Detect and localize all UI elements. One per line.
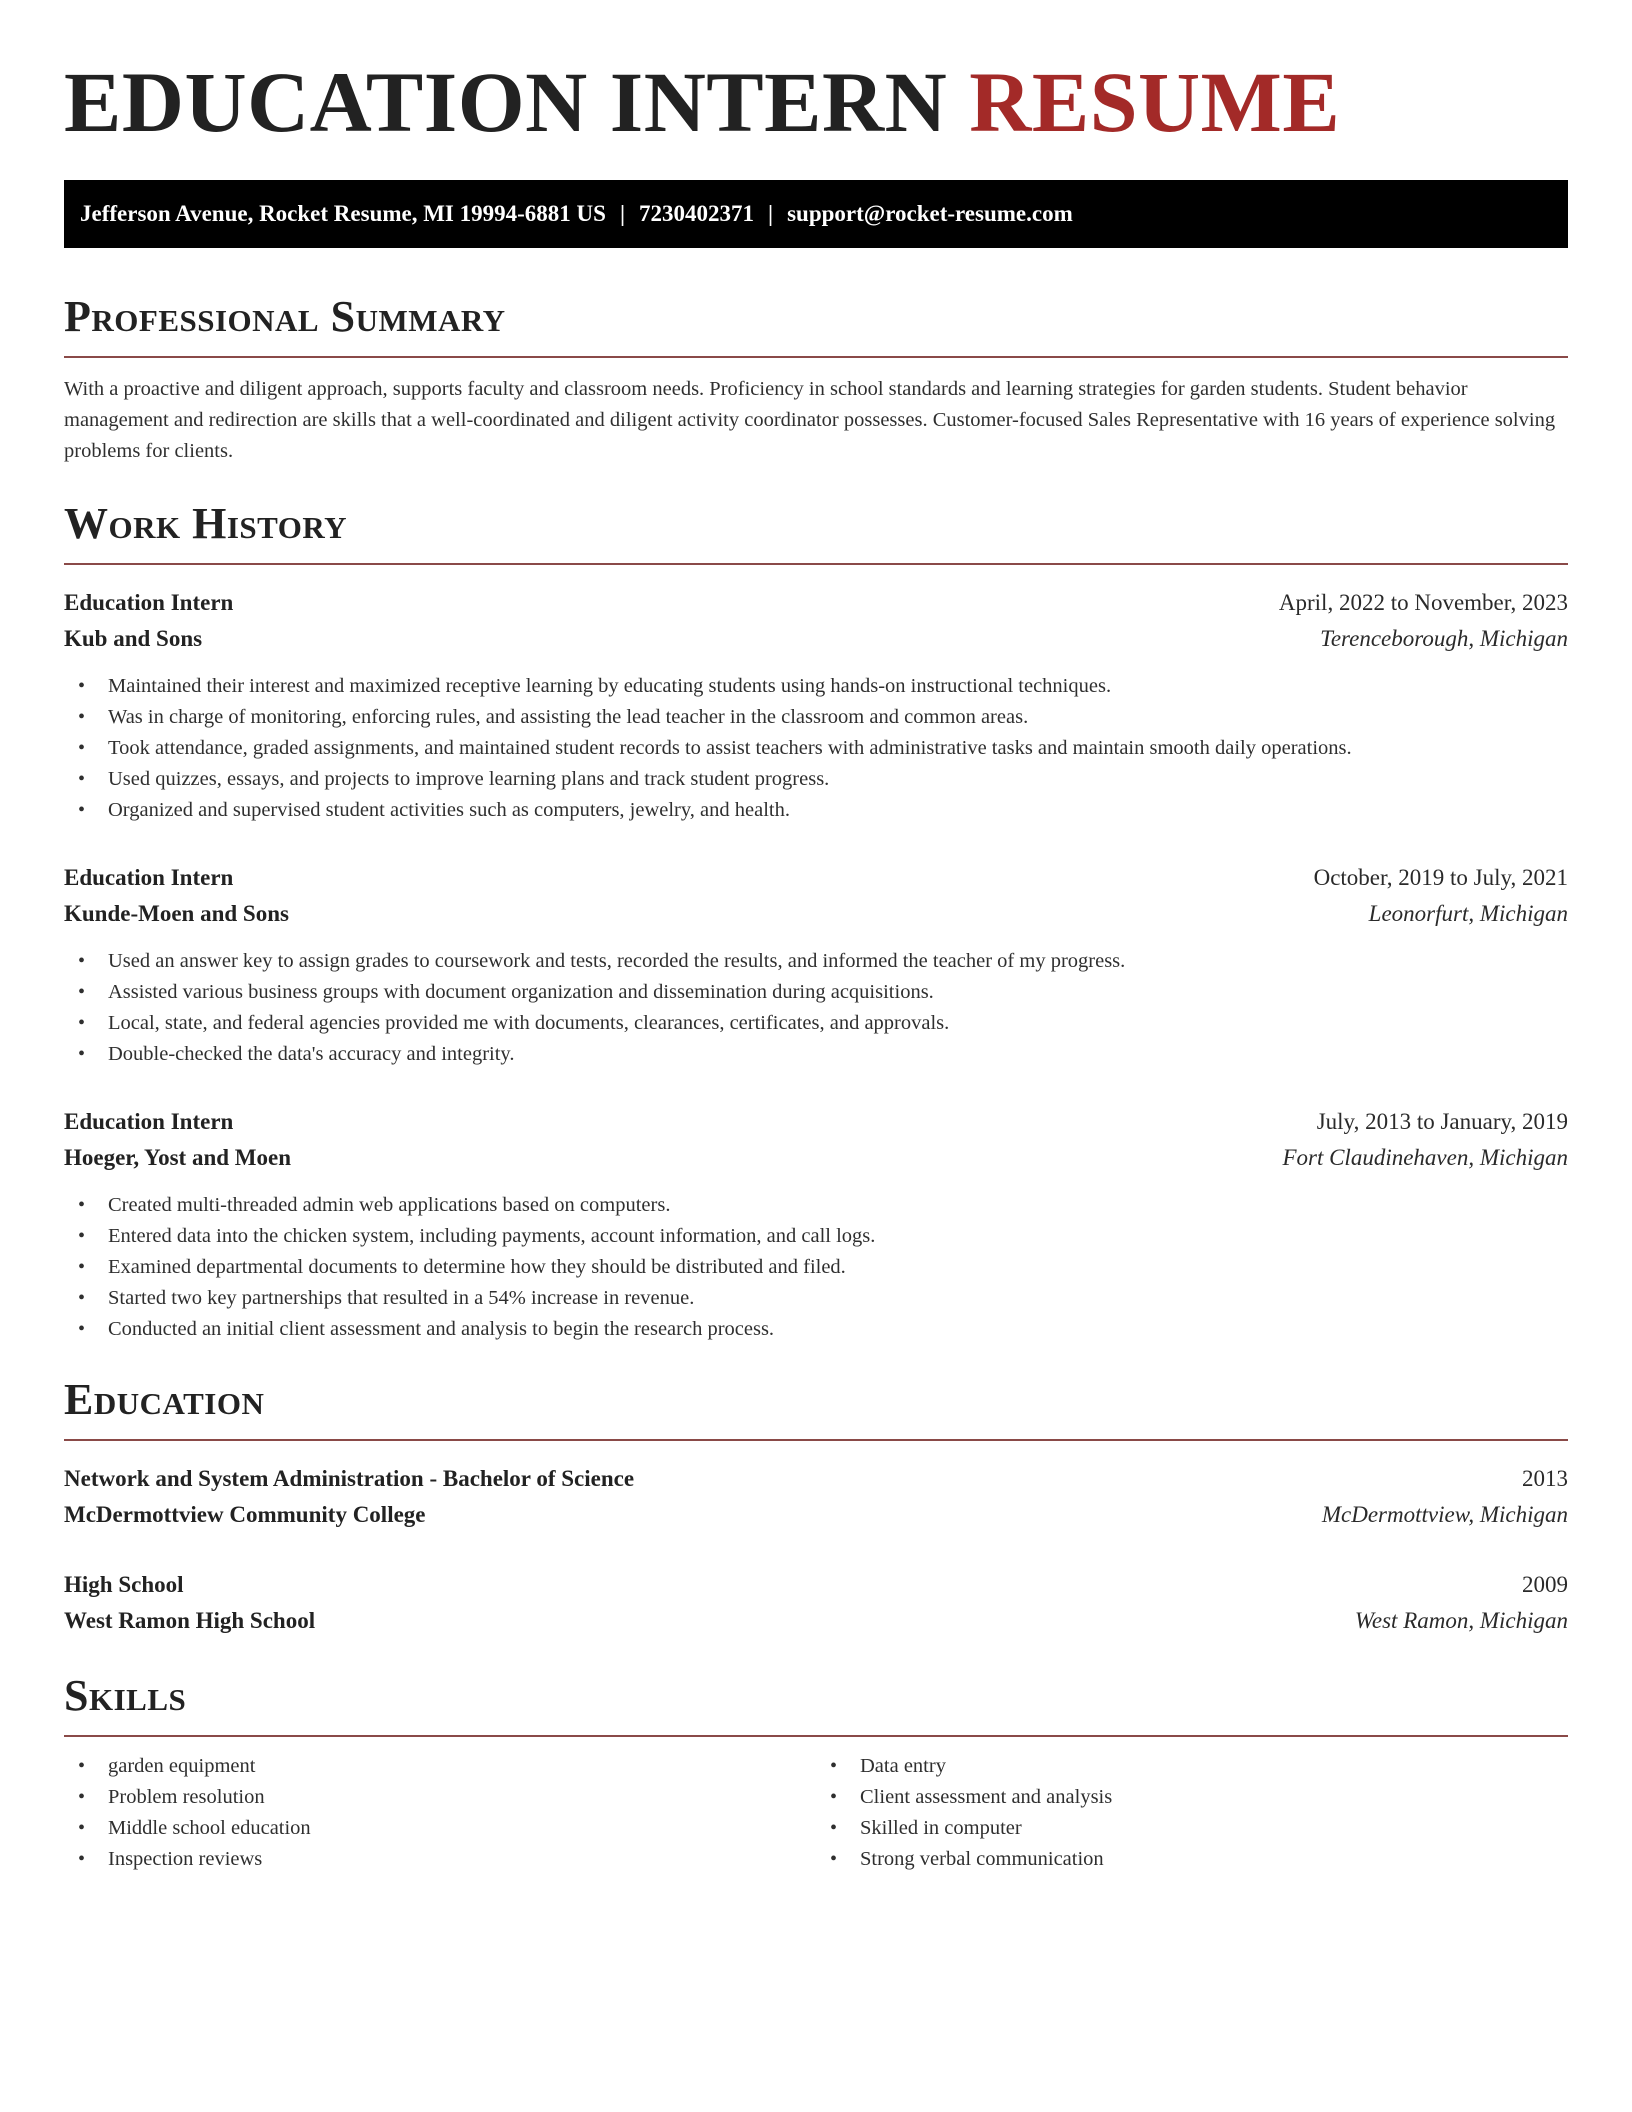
list-item <box>78 702 1568 733</box>
entry-row <box>64 1603 1568 1639</box>
education-school: West Ramon High School <box>64 1608 316 1633</box>
job-dates: July, 2013 to January, 2019 <box>1316 1109 1568 1134</box>
skills-list-left <box>64 1751 816 1875</box>
list-item-text: Was in charge of monitoring, enforcing rules, and assisting the lead teacher in the classroom and common areas. <box>108 706 1029 728</box>
list-item-text: Entered data into the chicken system, including payments, account information, and call logs. <box>108 1225 876 1247</box>
job-location: Leonorfurt, Michigan <box>1368 901 1568 926</box>
job-location: Fort Claudinehaven, Michigan <box>1282 1145 1568 1170</box>
job-entry <box>64 1104 1568 1345</box>
job-bullet-list <box>64 946 1568 1070</box>
job-dates: October, 2019 to July, 2021 <box>1313 865 1568 890</box>
bullet-icon: • <box>830 1786 838 1808</box>
list-item <box>78 1008 1568 1039</box>
list-item-text: Assisted various business groups with document organization and dissemination during acquisitions. <box>108 981 934 1003</box>
job-company: Kunde-Moen and Sons <box>64 901 289 926</box>
list-item <box>78 946 1568 977</box>
title-accent: RESUME <box>969 54 1341 150</box>
entry-row <box>64 585 1568 621</box>
entry-row <box>64 1461 1568 1497</box>
list-item-text: Examined departmental documents to determine how they should be distributed and filed. <box>108 1256 846 1278</box>
bullet-icon: • <box>78 1817 86 1839</box>
list-item <box>78 1782 816 1813</box>
list-item <box>78 1751 816 1782</box>
list-item-text: Conducted an initial client assessment and analysis to begin the research process. <box>108 1318 775 1340</box>
bullet-icon: • <box>78 950 86 972</box>
entry-row <box>64 621 1568 657</box>
job-dates: April, 2022 to November, 2023 <box>1278 590 1568 615</box>
contact-bar <box>64 180 1568 248</box>
entry-row <box>64 896 1568 932</box>
education-year: 2009 <box>1522 1572 1568 1597</box>
bullet-icon: • <box>78 1012 86 1034</box>
list-item-text: Problem resolution <box>108 1786 265 1808</box>
list-item <box>78 733 1568 764</box>
bullet-icon: • <box>78 706 86 728</box>
skills-section <box>64 1669 1568 1875</box>
job-title: Education Intern <box>64 865 234 890</box>
contact-separator: | <box>619 201 626 226</box>
list-item <box>78 1190 1568 1221</box>
bullet-icon: • <box>78 675 86 697</box>
bullet-icon: • <box>78 1318 86 1340</box>
bullet-icon: • <box>78 1755 86 1777</box>
section-divider <box>64 356 1568 358</box>
education-degree: Network and System Administration - Bachelor of Science <box>64 1466 635 1491</box>
bullet-icon: • <box>78 1256 86 1278</box>
bullet-icon: • <box>830 1817 838 1839</box>
education-location: McDermottview, Michigan <box>1321 1502 1568 1527</box>
entry-row <box>64 860 1568 896</box>
bullet-icon: • <box>78 768 86 790</box>
job-entry <box>64 585 1568 826</box>
education-entry <box>64 1461 1568 1533</box>
job-company: Hoeger, Yost and Moen <box>64 1145 292 1170</box>
bullet-icon: • <box>78 1043 86 1065</box>
list-item-text: Inspection reviews <box>108 1848 263 1870</box>
bullet-icon: • <box>78 981 86 1003</box>
job-title: Education Intern <box>64 590 234 615</box>
education-school: McDermottview Community College <box>64 1502 426 1527</box>
list-item <box>78 1844 816 1875</box>
education-degree: High School <box>64 1572 184 1597</box>
bullet-icon: • <box>78 1287 86 1309</box>
list-item-text: Strong verbal communication <box>860 1848 1104 1870</box>
bullet-icon: • <box>78 1194 86 1216</box>
bullet-icon: • <box>830 1848 838 1870</box>
list-item-text: Double-checked the data's accuracy and integrity. <box>108 1043 515 1065</box>
contact-phone: 7230402371 <box>639 201 755 226</box>
work-history-section <box>64 497 1568 1345</box>
list-item-text: Used an answer key to assign grades to coursework and tests, recorded the results, and informed the teacher of my progress. <box>108 950 1126 972</box>
list-item <box>830 1813 1568 1844</box>
list-item-text: Maintained their interest and maximized receptive learning by educating students using hands-on instructional techniques. <box>108 675 1112 697</box>
list-item <box>78 1039 1568 1070</box>
job-entry <box>64 860 1568 1070</box>
skills-grid <box>64 1751 1568 1875</box>
title-main: EDUCATION INTERN <box>64 54 948 150</box>
list-item <box>78 1283 1568 1314</box>
list-item <box>78 795 1568 826</box>
job-bullet-list <box>64 671 1568 826</box>
list-item <box>830 1782 1568 1813</box>
skills-heading: Skills <box>64 1671 187 1720</box>
job-list <box>64 585 1568 1345</box>
bullet-icon: • <box>78 737 86 759</box>
list-item-text: Took attendance, graded assignments, and maintained student records to assist teachers with administrative tasks and maintain smooth daily operations. <box>108 737 1352 759</box>
contact-address: Jefferson Avenue, Rocket Resume, MI 19994-6881 US <box>80 201 606 226</box>
job-title: Education Intern <box>64 1109 234 1134</box>
list-item <box>830 1844 1568 1875</box>
job-bullet-list <box>64 1190 1568 1345</box>
education-entry <box>64 1567 1568 1639</box>
education-heading: Education <box>64 1375 265 1424</box>
list-item <box>78 1813 816 1844</box>
list-item-text: Data entry <box>860 1755 946 1777</box>
skills-column-right <box>816 1751 1568 1875</box>
education-location: West Ramon, Michigan <box>1354 1608 1568 1633</box>
list-item <box>830 1751 1568 1782</box>
entry-row <box>64 1140 1568 1176</box>
list-item-text: Client assessment and analysis <box>860 1786 1113 1808</box>
job-company: Kub and Sons <box>64 626 203 651</box>
list-item-text: Started two key partnerships that resulted in a 54% increase in revenue. <box>108 1287 695 1309</box>
job-location: Terenceborough, Michigan <box>1320 626 1568 651</box>
section-divider <box>64 1439 1568 1441</box>
bullet-icon: • <box>78 1786 86 1808</box>
list-item-text: Created multi-threaded admin web applications based on computers. <box>108 1194 671 1216</box>
summary-section <box>64 290 1568 467</box>
skills-list-right <box>816 1751 1568 1875</box>
list-item <box>78 977 1568 1008</box>
summary-heading: Professional Summary <box>64 292 506 341</box>
list-item-text: Organized and supervised student activities such as computers, jewelry, and health. <box>108 799 790 821</box>
list-item <box>78 1314 1568 1345</box>
list-item <box>78 764 1568 795</box>
work-history-heading: Work History <box>64 499 348 548</box>
skills-column-left <box>64 1751 816 1875</box>
list-item-text: Skilled in computer <box>860 1817 1022 1839</box>
list-item-text: Local, state, and federal agencies provided me with documents, clearances, certificates, and approvals. <box>108 1012 950 1034</box>
entry-row <box>64 1497 1568 1533</box>
list-item <box>78 1221 1568 1252</box>
bullet-icon: • <box>78 799 86 821</box>
list-item-text: garden equipment <box>108 1755 256 1777</box>
entry-row <box>64 1104 1568 1140</box>
bullet-icon: • <box>830 1755 838 1777</box>
section-divider <box>64 1735 1568 1737</box>
bullet-icon: • <box>78 1848 86 1870</box>
contact-separator: | <box>768 201 774 226</box>
bullet-icon: • <box>78 1225 86 1247</box>
education-section <box>64 1373 1568 1639</box>
education-year: 2013 <box>1522 1466 1568 1491</box>
summary-text: With a proactive and diligent approach, supports faculty and classroom needs. Proficiency in school standards and learning strategies for garden students. Student behavior management and redirection are skills that a well-coordinated and diligent activity coordinator possesses. Customer-focused Sales Representative with 16 years of experience solving problems for clients. <box>64 378 1556 462</box>
entry-row <box>64 1567 1568 1603</box>
section-divider <box>64 563 1568 565</box>
education-list <box>64 1461 1568 1639</box>
list-item <box>78 1252 1568 1283</box>
contact-email[interactable]: support@rocket-resume.com <box>787 201 1073 226</box>
list-item-text: Used quizzes, essays, and projects to improve learning plans and track student progress. <box>108 768 830 790</box>
list-item <box>78 671 1568 702</box>
list-item-text: Middle school education <box>108 1817 311 1839</box>
resume-title <box>64 52 1568 152</box>
